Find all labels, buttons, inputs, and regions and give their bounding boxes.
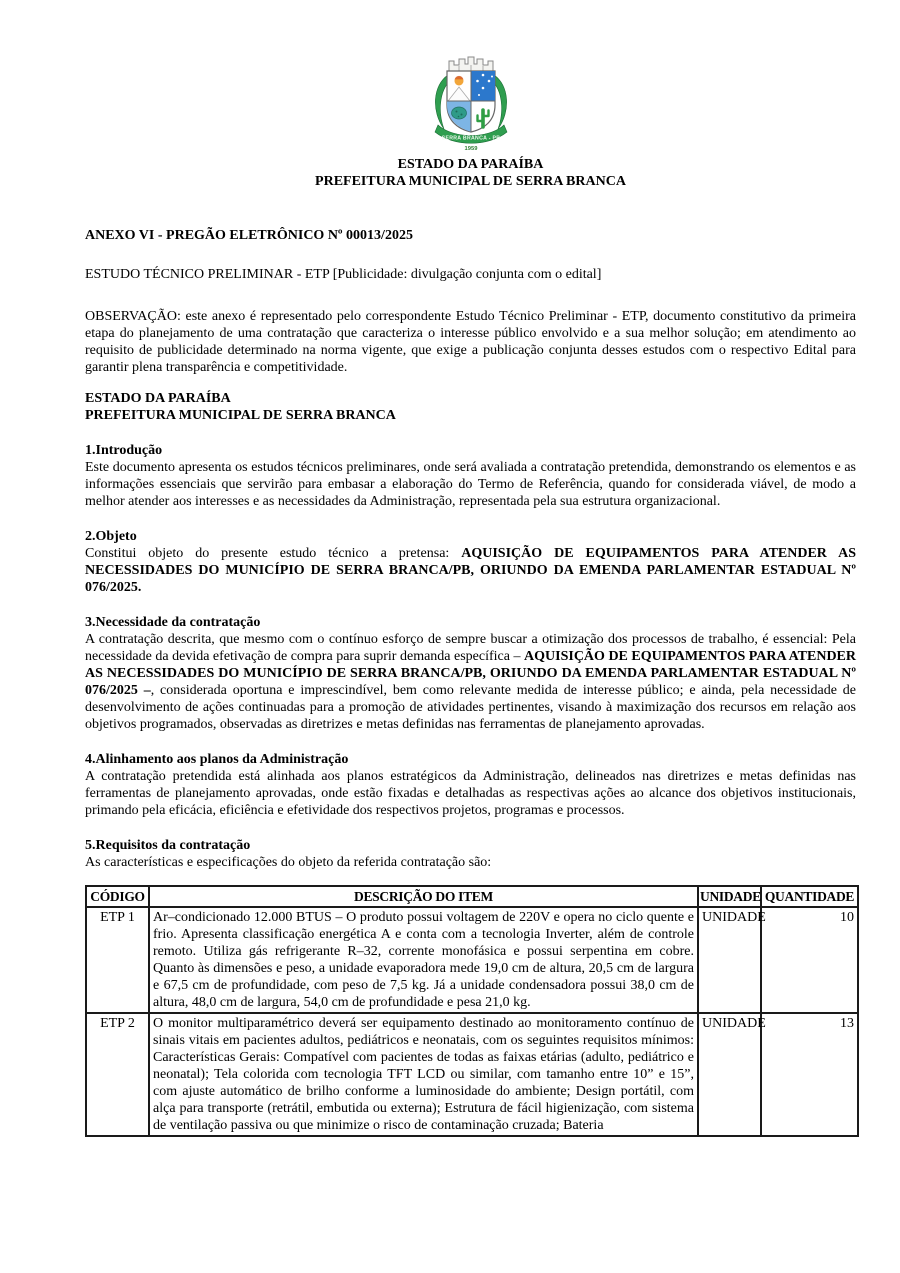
org-block-municipality: PREFEITURA MUNICIPAL DE SERRA BRANCA — [85, 408, 396, 423]
items-table — [85, 885, 859, 1137]
section-2-body — [85, 545, 856, 596]
section-3-body-part1: A contratação descrita, que mesmo com o contínuo esforço de sempre buscar a otimização dos processos de trabalho, é essencial: Pela necessidade da devida efetivação de compra para suprir demanda específica – — [85, 632, 856, 664]
item-2-quantidade: 13 — [761, 1013, 858, 1136]
section-2-body-bold: AQUISIÇÃO DE EQUIPAMENTOS PARA ATENDER AS NECESSIDADES DO MUNICÍPIO DE SERRA BRANCA/PB, ORIUNDO DA EMENDA PARLAMENTAR ESTADUAL Nº 076/2025. — [85, 546, 856, 595]
item-2-codigo: ETP 2 — [86, 1013, 149, 1136]
item-2-unidade: UNIDADE — [698, 1013, 761, 1136]
crest-banner-text: SERRA BRANCA - PB — [441, 135, 500, 142]
item-1-codigo: ETP 1 — [86, 907, 149, 1013]
item-1-unidade: UNIDADE — [698, 907, 761, 1013]
crest-container — [85, 53, 856, 156]
section-2-body-regular: Constitui objeto do presente estudo técnico a pretensa: — [85, 546, 462, 561]
item-2-descricao: O monitor multiparamétrico deverá ser equipamento destinado ao monitoramento contínuo de sinais vitais em pacientes adultos, pediátricos e neonatais, com os seguintes requisitos mínimos: Características Gerais: Compatível com pacientes de todas as faixas etárias (adulto, pediátrico e neonatal); Tela colorida com tecnologia TFT LCD ou similar, com tamanho entre 10” e 15”, com ajuste automático de brilho conforme a luminosidade do ambiente; Design portátil, com alça para transporte (retrátil, embutida ou externa); Estrutura de fácil higienização, com sistema de ventilação passiva ou que minimize o risco de contaminação cruzada; Bateria — [149, 1013, 698, 1136]
section-4-body: A contratação pretendida está alinhada aos planos estratégicos da Administração, delineados nas diretrizes e metas definidas nas ferramentas de planejamento aprovadas, onde estão fixadas e detalhadas as respectivas ações ao alcance dos objetivos institucionais, primando pela eficácia, eficiência e efetividade dos respectivos projetos, programas e processos. — [85, 769, 856, 818]
org-header-state: ESTADO DA PARAÍBA — [397, 157, 544, 172]
section-2-heading: 2.Objeto — [85, 529, 137, 544]
org-block — [85, 390, 856, 424]
item-1-quantidade: 10 — [761, 907, 858, 1013]
org-header-municipality: PREFEITURA MUNICIPAL DE SERRA BRANCA — [315, 174, 626, 189]
section-1-body: Este documento apresenta os estudos técnicos preliminares, onde será avaliada a contratação pretendida, demonstrando os elementos e as informações essenciais que servirão para embasar a elaboração do Termo de Referência, quando for considerada viável, de modo a melhor atender aos interesses e as necessidades da Administração, representada pela sua estrutura organizacional. — [85, 460, 856, 509]
column-header-codigo: CÓDIGO — [86, 886, 149, 907]
section-3-body-bold: AQUISIÇÃO DE EQUIPAMENTOS PARA ATENDER AS NECESSIDADES DO MUNICÍPIO DE SERRA BRANCA/PB, ORIUNDO DA EMENDA PARLAMENTAR ESTADUAL Nº 076/2025 – — [85, 649, 856, 698]
column-header-unidade: UNIDADE — [698, 886, 761, 907]
section-5-heading: 5.Requisitos da contratação — [85, 838, 251, 853]
section-3-body — [85, 631, 856, 733]
section-3-heading: 3.Necessidade da contratação — [85, 615, 261, 630]
table-row — [86, 907, 858, 1013]
table-header-row — [86, 886, 858, 907]
observation-paragraph: OBSERVAÇÃO: este anexo é representado pelo correspondente Estudo Técnico Preliminar - ETP, documento constitutivo da primeira etapa do planejamento de uma contratação que caracteriza o interesse público envolvido e a sua melhor solução; em atendimento ao requisito de publicidade determinado na norma vigente, que exige a publicação conjunta desses estudos com o respectivo Edital para garantir plena transparência e competitividade. — [85, 309, 856, 375]
org-header — [85, 156, 856, 190]
item-1-descricao: Ar–condicionado 12.000 BTUS – O produto possui voltagem de 220V e opera no ciclo quente e frio. Apresenta classificação energética A e conta com a tecnologia Inverter, além de controle remoto. Utiliza gás refrigerante R–32, corrente monofásica e possui serpentina em cobre. Quanto às dimensões e peso, a unidade evaporadora mede 19,0 cm de altura, 20,5 cm de largura e 67,5 cm de profundidade, com peso de 7,5 kg. Já a unidade condensadora possui 38,0 cm de altura, 48,0 cm de largura, 54,0 cm de profundidade e pesa 21,0 kg. — [149, 907, 698, 1013]
section-1-heading: 1.Introdução — [85, 443, 163, 458]
crest-year-text: 1959 — [464, 146, 477, 151]
document-content — [0, 53, 900, 1137]
section-3-body-part2: , considerada oportuna e imprescindível, bem como relevante medida de interesse público; e ainda, pela necessidade de desenvolvimento de ações continuadas para a promoção de atividades pertinentes, visando à maximização dos recursos em relação aos objetivos programados, observadas as diretrizes e metas definidas nas ferramentas de planejamento aprovadas. — [85, 683, 857, 732]
section-4-heading: 4.Alinhamento aos planos da Administração — [85, 752, 349, 767]
document-title: ANEXO VI - PREGÃO ELETRÔNICO Nº 00013/2025 — [85, 228, 413, 243]
section-5-body: As características e especificações do objeto da referida contratação são: — [85, 855, 492, 870]
org-block-state: ESTADO DA PARAÍBA — [85, 391, 231, 406]
municipal-crest-icon — [418, 53, 524, 151]
column-header-quantidade: QUANTIDADE — [761, 886, 858, 907]
document-subtitle: ESTUDO TÉCNICO PRELIMINAR - ETP [Publicidade: divulgação conjunta com o edital] — [85, 267, 602, 282]
column-header-descricao: DESCRIÇÃO DO ITEM — [149, 886, 698, 907]
table-row — [86, 1013, 858, 1136]
